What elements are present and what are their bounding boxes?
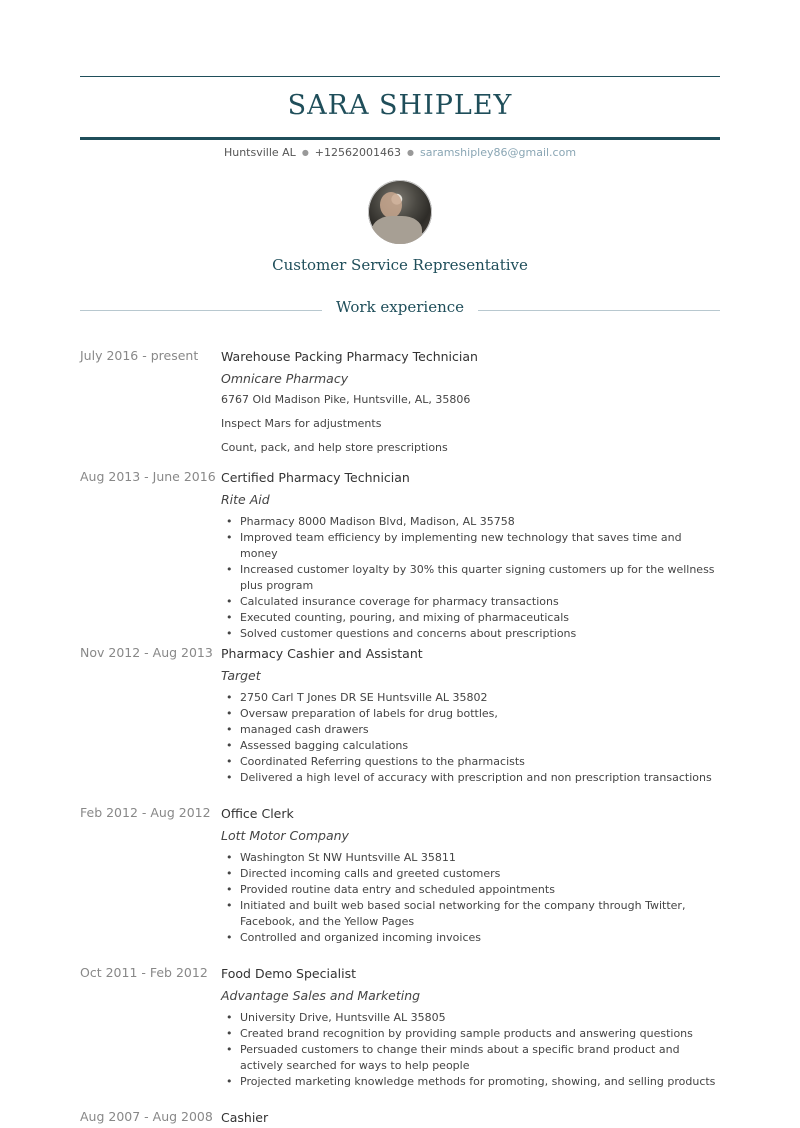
- bullet-item: • Persuaded customers to change their minds about a specific brand product and actively searched for ways to help people: [221, 1042, 721, 1074]
- bullet-item: • Created brand recognition by providing sample products and answering questions: [221, 1026, 721, 1042]
- entry-body: [221, 805, 721, 946]
- entry-role: Certified Pharmacy Technician: [221, 470, 410, 485]
- location: Huntsville AL: [223, 146, 296, 159]
- entry-body: [221, 965, 721, 1090]
- candidate-name: SARA SHIPLEY: [287, 90, 513, 121]
- bullet-item: • Assessed bagging calculations: [221, 738, 721, 754]
- entry-company: Target: [221, 668, 261, 683]
- entry-date: Nov 2012 - Aug 2013: [80, 645, 213, 660]
- bullet-item: • Increased customer loyalty by 30% this quarter signing customers up for the wellness plus program: [221, 562, 721, 594]
- entry-role: Warehouse Packing Pharmacy Technician: [221, 349, 478, 364]
- entry-company: Rite Aid: [221, 492, 270, 507]
- entry-company: Lott Motor Company: [221, 828, 349, 843]
- bullet-item: • managed cash drawers: [221, 722, 721, 738]
- photo-face: [380, 192, 402, 218]
- bullet-item: • Washington St NW Huntsville AL 35811: [221, 850, 721, 866]
- section-title: Work experience: [335, 298, 465, 316]
- bullet-item: • Executed counting, pouring, and mixing of pharmaceuticals: [221, 610, 721, 626]
- bullet-list: [221, 1010, 721, 1090]
- separator-dot-icon: ●: [407, 148, 414, 157]
- entry-company: Omnicare Pharmacy: [221, 371, 349, 386]
- entry-line: Count, pack, and help store prescriptions: [221, 441, 448, 454]
- bullet-item: • Calculated insurance coverage for pharmacy transactions: [221, 594, 721, 610]
- bullet-list: [221, 690, 721, 786]
- entry-role: Food Demo Specialist: [221, 966, 356, 981]
- bullet-item: • Pharmacy 8000 Madison Blvd, Madison, AL 35758: [221, 514, 721, 530]
- top-rule: [80, 76, 720, 77]
- name-underline: [80, 137, 720, 140]
- entry-date: Aug 2013 - June 2016: [80, 469, 216, 484]
- bullet-item: • Controlled and organized incoming invoices: [221, 930, 721, 946]
- entry-line: Inspect Mars for adjustments: [221, 417, 382, 430]
- bullet-list: [221, 514, 721, 642]
- section-rule-right: [478, 310, 720, 311]
- entry-body: [221, 469, 721, 642]
- email-link[interactable]: saramshipley86@gmail.com: [419, 146, 577, 159]
- job-title: Customer Service Representative: [272, 256, 528, 274]
- bullet-item: • Improved team efficiency by implementing new technology that saves time and money: [221, 530, 721, 562]
- entry-body: [221, 1109, 721, 1127]
- entry-body: [221, 348, 721, 455]
- bullet-item: • Initiated and built web based social networking for the company through Twitter, Facebook, and the Yellow Pages: [221, 898, 721, 930]
- bullet-item: • Oversaw preparation of labels for drug bottles,: [221, 706, 721, 722]
- bullet-item: • Delivered a high level of accuracy with prescription and non prescription transactions: [221, 770, 721, 786]
- entry-date: July 2016 - present: [80, 348, 199, 363]
- profile-photo: [368, 180, 432, 244]
- entry-date: Aug 2007 - Aug 2008: [80, 1109, 213, 1124]
- bullet-item: • Provided routine data entry and scheduled appointments: [221, 882, 721, 898]
- bullet-item: • Solved customer questions and concerns about prescriptions: [221, 626, 721, 642]
- entry-date: Feb 2012 - Aug 2012: [80, 805, 211, 820]
- entry-date: Oct 2011 - Feb 2012: [80, 965, 208, 980]
- entry-company: Advantage Sales and Marketing: [221, 988, 421, 1003]
- entry-role: Cashier: [221, 1110, 269, 1125]
- contact-line: [0, 146, 800, 159]
- entry-role: Office Clerk: [221, 806, 294, 821]
- bullet-list: [221, 850, 721, 946]
- separator-dot-icon: ●: [301, 148, 309, 157]
- bullet-item: • Projected marketing knowledge methods for promoting, showing, and selling products: [221, 1074, 721, 1090]
- entry-body: [221, 645, 721, 786]
- bullet-item: • 2750 Carl T Jones DR SE Huntsville AL 35802: [221, 690, 721, 706]
- bullet-item: • Directed incoming calls and greeted customers: [221, 866, 721, 882]
- entry-role: Pharmacy Cashier and Assistant: [221, 646, 423, 661]
- bullet-item: • Coordinated Referring questions to the pharmacists: [221, 754, 721, 770]
- photo-body: [372, 216, 422, 244]
- entry-line: 6767 Old Madison Pike, Huntsville, AL, 35806: [221, 393, 471, 406]
- bullet-item: • University Drive, Huntsville AL 35805: [221, 1010, 721, 1026]
- section-header-work-experience: [80, 298, 720, 318]
- phone: +12562001463: [314, 146, 401, 159]
